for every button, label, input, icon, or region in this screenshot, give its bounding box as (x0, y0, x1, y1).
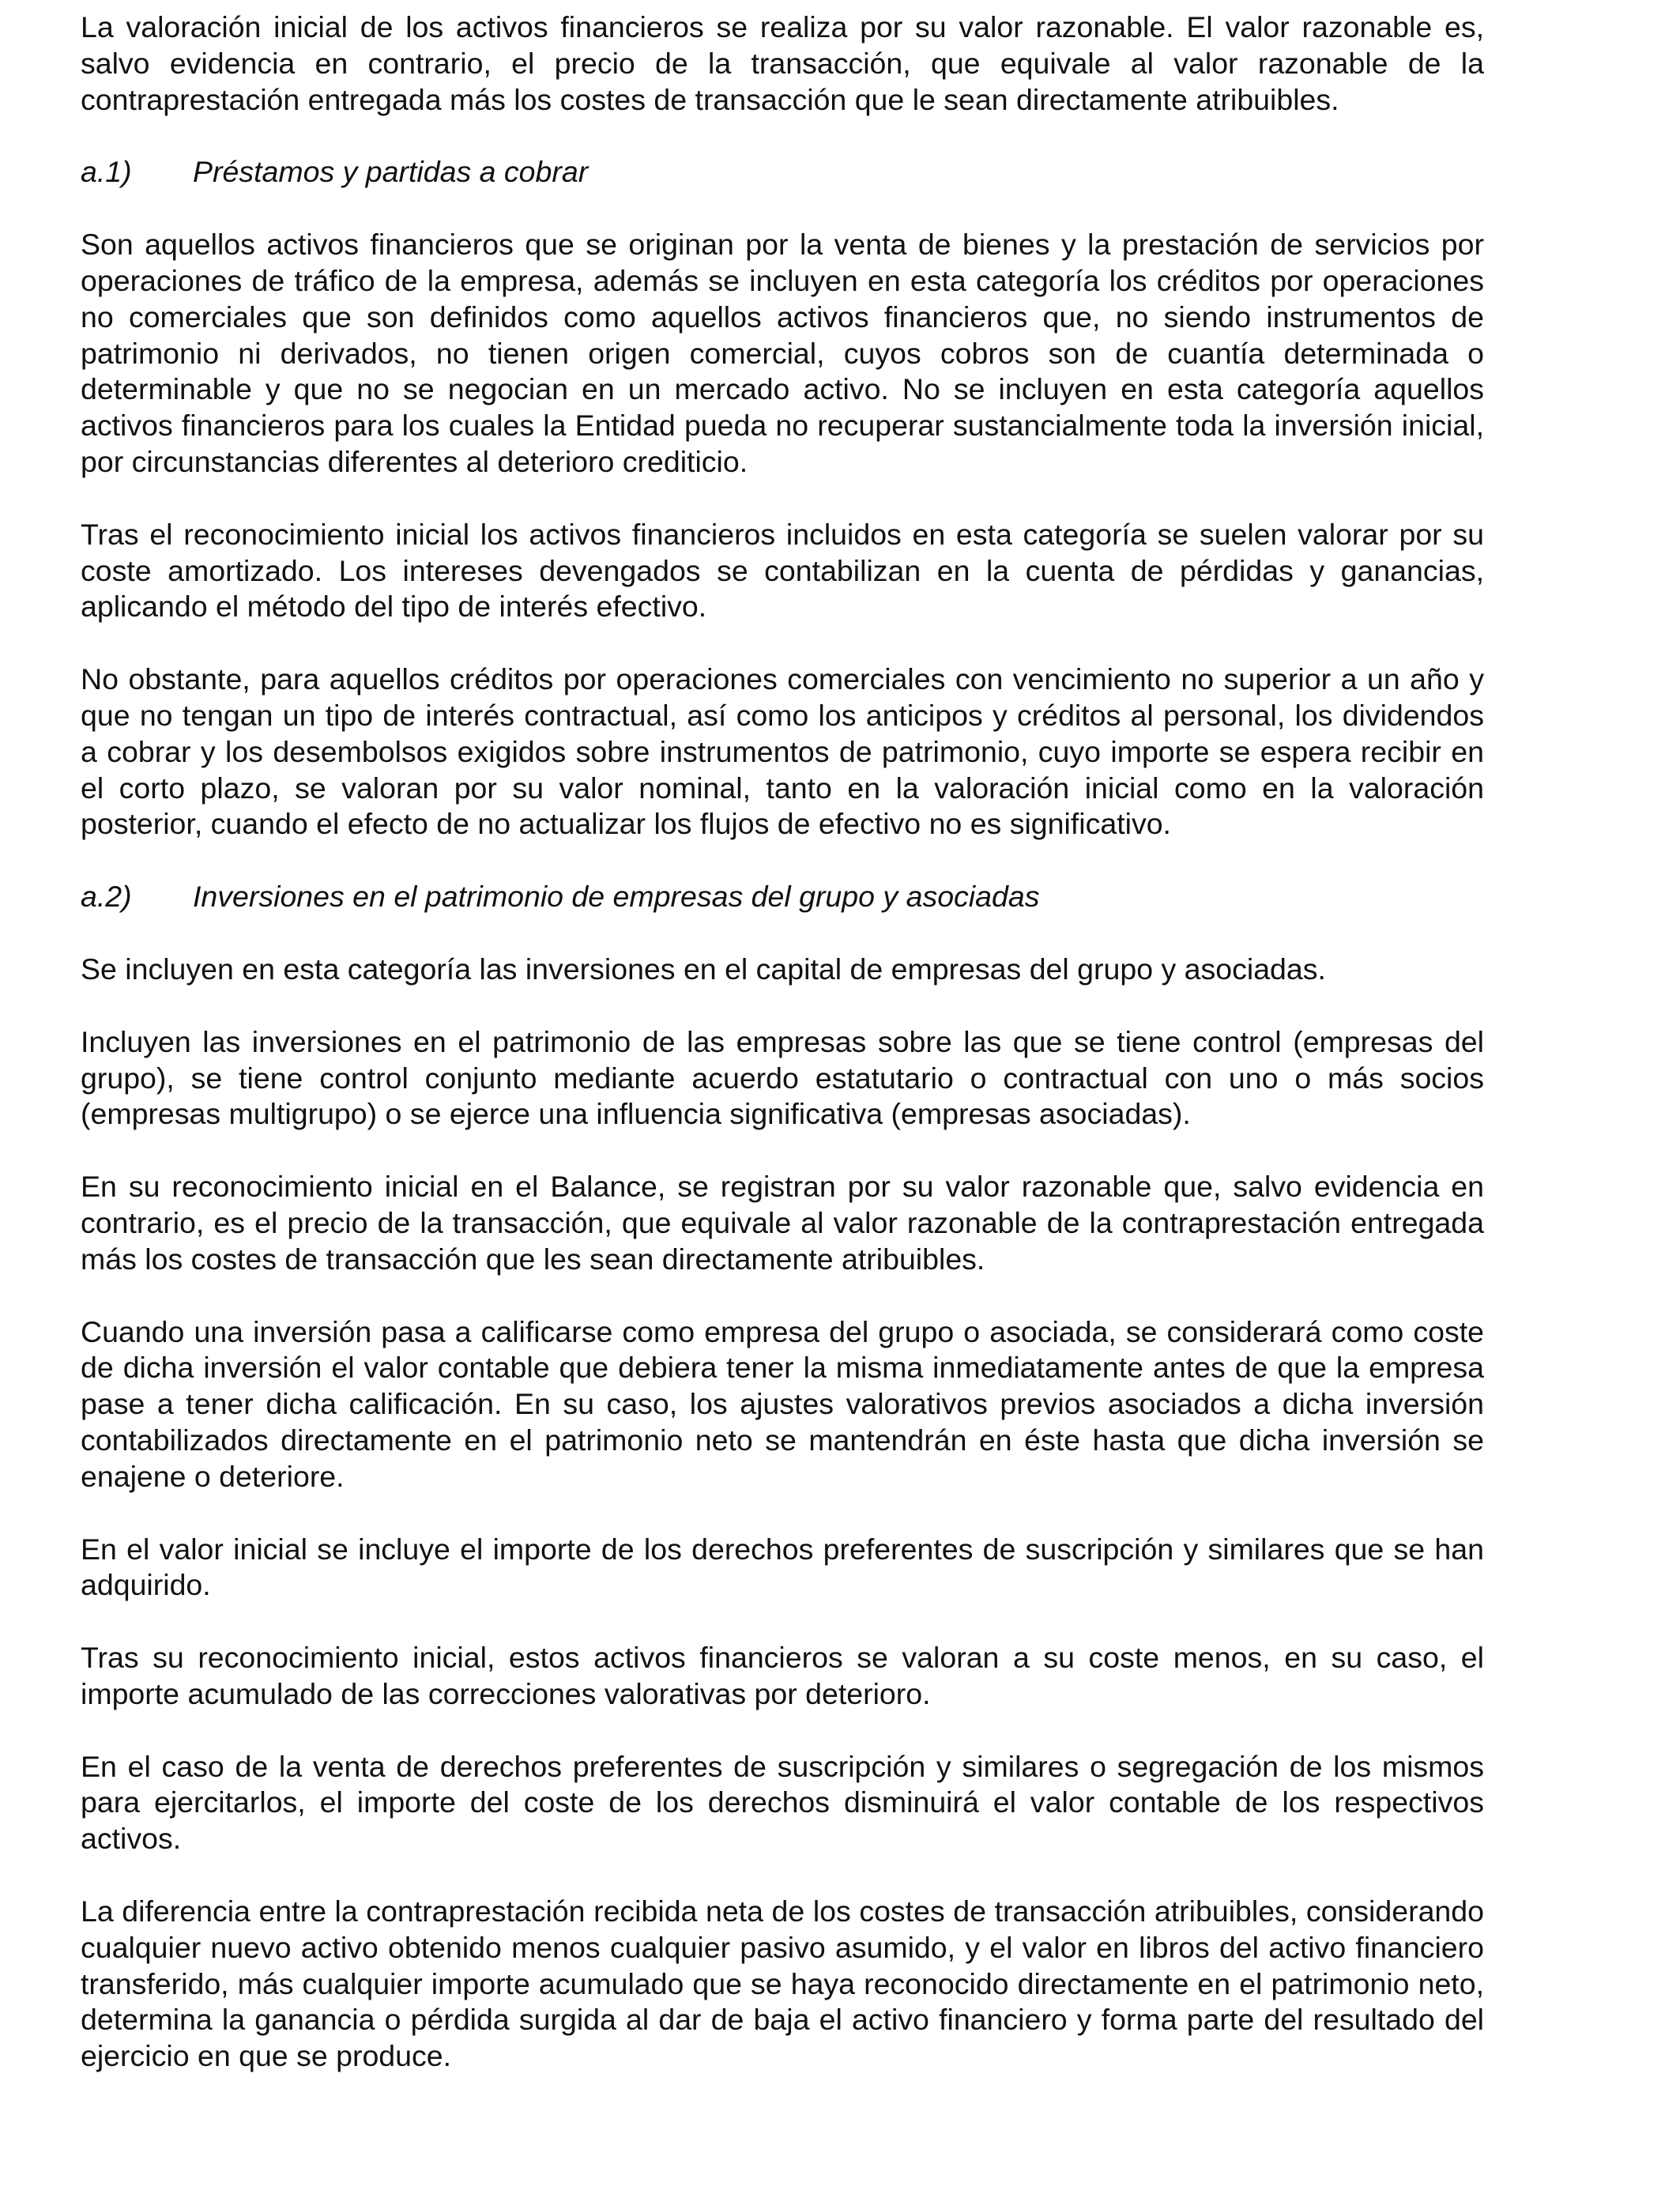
paragraph: Incluyen las inversiones en el patrimonio de las empresas sobre las que se tiene control (empresas del grupo), se tiene control conjunto mediante acuerdo estatutario o contractual con uno o más socios (empresas multigrupo) o se ejerce una influencia significativa (empresas asociadas). (81, 1024, 1484, 1131)
paragraph: En el caso de la venta de derechos preferentes de suscripción y similares o segregación de los mismos para ejercitarlos, el importe del coste de los derechos disminuirá el valor contable de los respectivos activos. (81, 1749, 1484, 1856)
paragraph: Se incluyen en esta categoría las inversiones en el capital de empresas del grupo y asociadas. (81, 952, 1326, 986)
paragraph-initial-valuation: La valoración inicial de los activos financieros se realiza por su valor razonable. El valor razonable es, salvo evidencia en contrario, el precio de la transacción, que equivale al valor razonable de la contraprestación entregada más los costes de transacción que le sean directamente atribuibles. (81, 10, 1484, 116)
section-heading-a1 (81, 154, 1484, 190)
paragraph: Son aquellos activos financieros que se originan por la venta de bienes y la prestación de servicios por operaciones de tráfico de la empresa, además se incluyen en esta categoría los créditos por operaciones no comerciales que son definidos como aquellos activos financieros que, no siendo instrumentos de patrimonio ni derivados, no tienen origen comercial, cuyos cobros son de cuantía determinada o determinable y que no se negocian en un mercado activo. No se incluyen en esta categoría aquellos activos financieros para los cuales la Entidad pueda no recuperar sustancialmente toda la inversión inicial, por circunstancias diferentes al deterioro crediticio. (81, 228, 1484, 478)
paragraph: En su reconocimiento inicial en el Balance, se registran por su valor razonable que, salvo evidencia en contrario, es el precio de la transacción, que equivale al valor razonable de la contraprestación entregada más los costes de transacción que les sean directamente atribuibles. (81, 1170, 1484, 1276)
section-heading-a2 (81, 879, 1484, 915)
section-number: a.1) (81, 155, 132, 189)
section-number: a.2) (81, 880, 132, 914)
paragraph: Tras el reconocimiento inicial los activos financieros incluidos en esta categoría se suelen valorar por su coste amortizado. Los intereses devengados se contabilizan en la cuenta de pérdidas y ganancias, aplicando el método del tipo de interés efectivo. (81, 517, 1484, 624)
section-title: Préstamos y partidas a cobrar (193, 155, 589, 189)
paragraph: La diferencia entre la contraprestación recibida neta de los costes de transacción atribuibles, considerando cualquier nuevo activo obtenido menos cualquier pasivo asumido, y el valor en libros del activo financiero transferido, más cualquier importe acumulado que se haya reconocido directamente en el patrimonio neto, determina la ganancia o pérdida surgida al dar de baja el activo financiero y forma parte del resultado del ejercicio en que se produce. (81, 1894, 1484, 2073)
paragraph: En el valor inicial se incluye el importe de los derechos preferentes de suscripción y similares que se han adquirido. (81, 1532, 1484, 1602)
document-page (81, 9, 1484, 2111)
paragraph: No obstante, para aquellos créditos por operaciones comerciales con vencimiento no superior a un año y que no tengan un tipo de interés contractual, así como los anticipos y créditos al personal, los dividendos a cobrar y los desembolsos exigidos sobre instrumentos de patrimonio, cuyo importe se espera recibir en el corto plazo, se valoran por su valor nominal, tanto en la valoración inicial como en la valoración posterior, cuando el efecto de no actualizar los flujos de efectivo no es significativo. (81, 662, 1484, 841)
paragraph: Cuando una inversión pasa a calificarse como empresa del grupo o asociada, se considerará como coste de dicha inversión el valor contable que debiera tener la misma inmediatamente antes de que la empresa pase a tener dicha calificación. En su caso, los ajustes valorativos previos asociados a dicha inversión contabilizados directamente en el patrimonio neto se mantendrán en éste hasta que dicha inversión se enajene o deteriore. (81, 1314, 1484, 1493)
paragraph: Tras su reconocimiento inicial, estos activos financieros se valoran a su coste menos, en su caso, el importe acumulado de las correcciones valorativas por deterioro. (81, 1641, 1484, 1710)
section-title: Inversiones en el patrimonio de empresas del grupo y asociadas (193, 880, 1040, 914)
